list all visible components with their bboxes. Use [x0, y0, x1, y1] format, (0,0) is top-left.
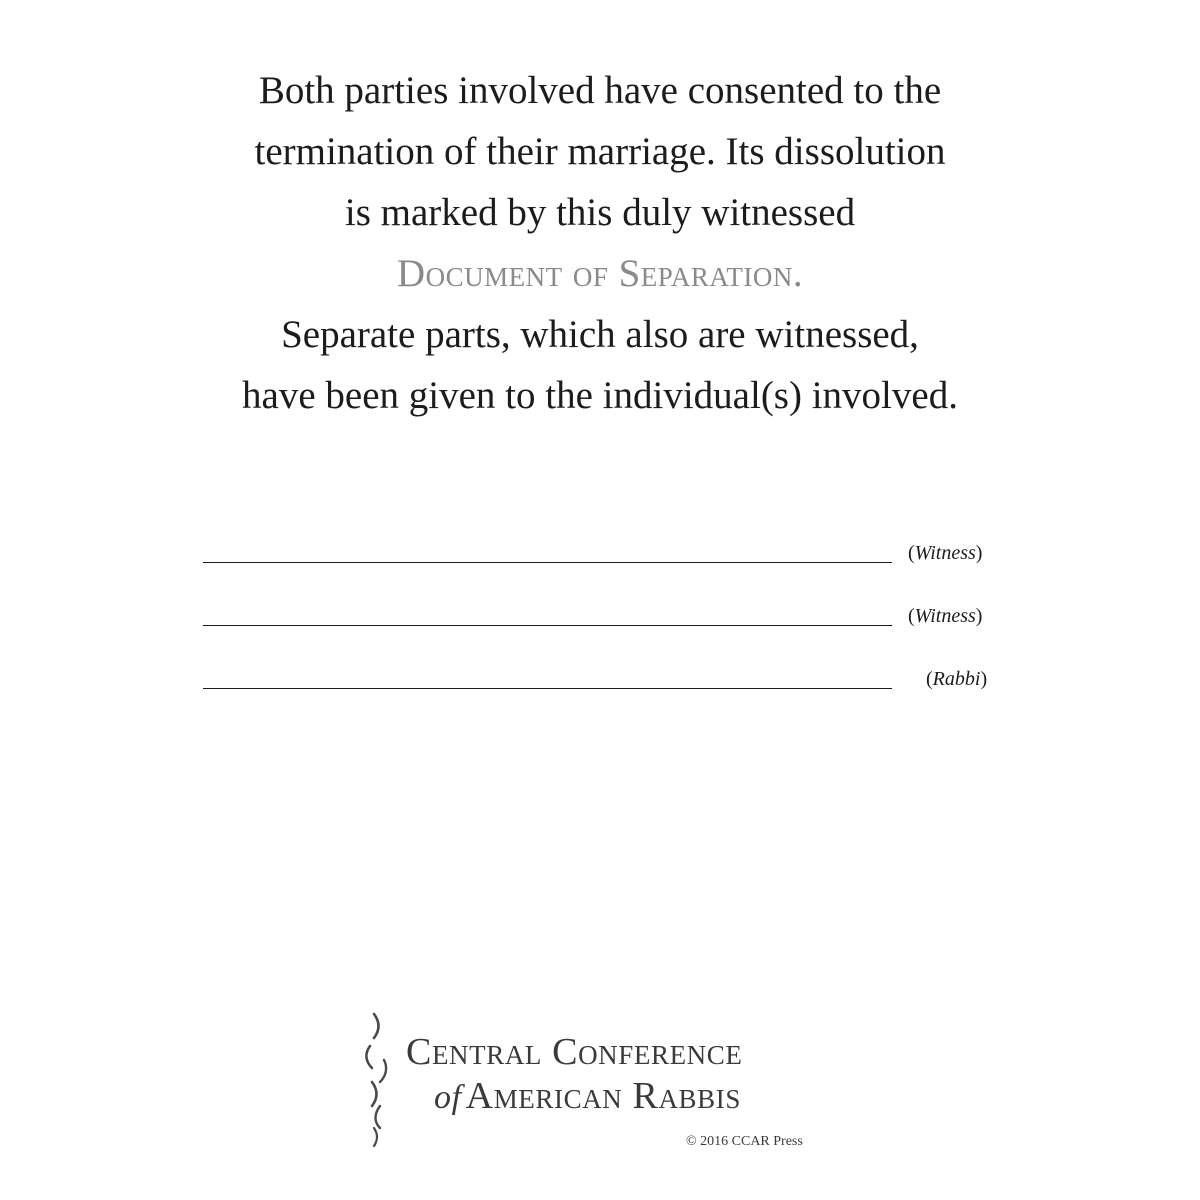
copyright-notice: © 2016 CCAR Press [686, 1134, 803, 1149]
signature-label: (Rabbi) [926, 668, 988, 690]
statement-line: termination of their marriage. Its dissolution [254, 130, 946, 173]
signature-row-witness-1 [203, 540, 1003, 570]
signature-row-witness-2 [203, 603, 1003, 633]
ccar-logo [362, 1010, 862, 1170]
signature-label: (Witness) [908, 605, 983, 627]
statement-line: Separate parts, which also are witnessed, [281, 313, 919, 356]
signature-role: Witness [914, 542, 976, 564]
signature-label: (Witness) [908, 542, 983, 564]
signature-line[interactable] [203, 562, 892, 563]
signature-role: Witness [914, 605, 976, 627]
org-name-prefix: of [434, 1079, 462, 1116]
org-name-line2 [434, 1074, 741, 1118]
signature-line[interactable] [203, 625, 892, 626]
org-name-line1: Central Conference [406, 1031, 743, 1073]
statement-line: have been given to the individual(s) involved. [242, 374, 958, 417]
signature-role: Rabbi [932, 668, 981, 690]
org-name-line2-text: American Rabbis [465, 1075, 741, 1117]
separation-statement [0, 60, 1200, 426]
signature-row-rabbi [203, 666, 1003, 696]
document-title: Document of Separation. [396, 252, 804, 295]
flame-icon [362, 1010, 398, 1150]
statement-line: Both parties involved have consented to the [258, 69, 942, 112]
signature-line[interactable] [203, 688, 892, 689]
statement-line: is marked by this duly witnessed [344, 191, 856, 234]
